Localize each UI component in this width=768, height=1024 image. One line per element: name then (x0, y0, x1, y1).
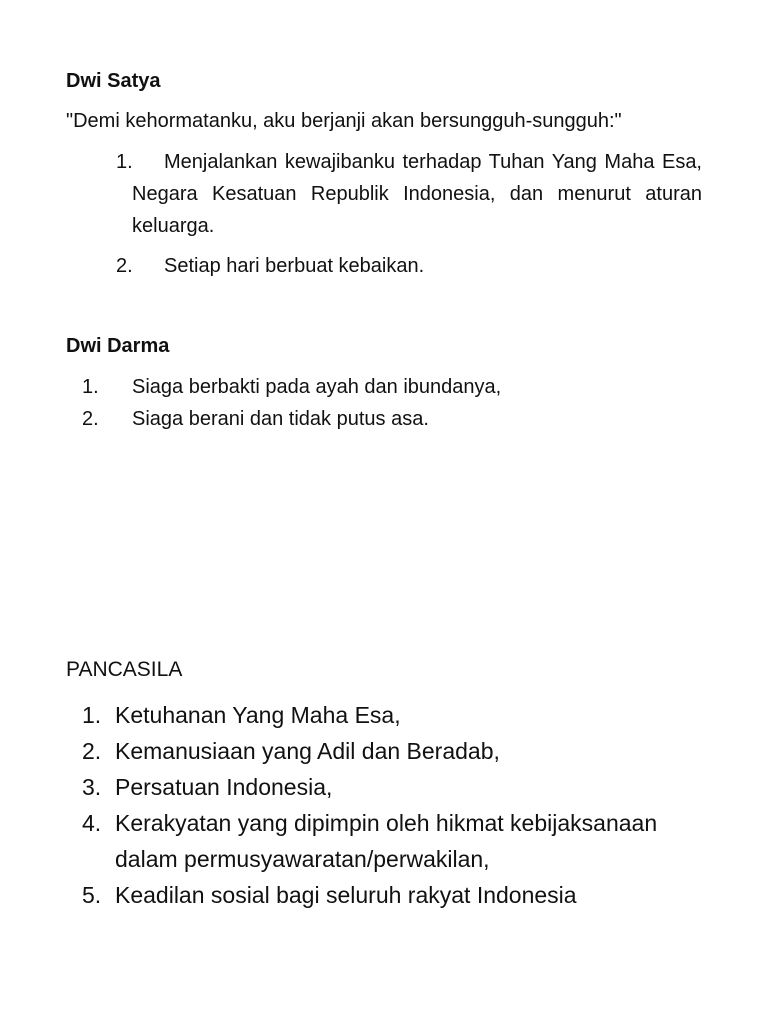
list-item-number: 2. (82, 408, 99, 430)
dwi-darma-heading: Dwi Darma (66, 335, 170, 357)
list-item-text: Kemanusiaan yang Adil dan Beradab, (115, 738, 500, 764)
list-item-text: Persatuan Indonesia, (115, 774, 333, 800)
list-item-text: Siaga berani dan tidak putus asa. (132, 408, 429, 430)
list-item-text: Siaga berbakti pada ayah dan ibundanya, (132, 376, 502, 398)
list-item (82, 769, 722, 805)
list-item-number: 1. (82, 702, 102, 728)
list-item (82, 697, 722, 733)
list-item (116, 250, 702, 282)
list-item-number: 3. (82, 774, 102, 800)
list-item (82, 805, 722, 877)
dwi-satya-intro: "Demi kehormatanku, aku berjanji akan bersungguh-sungguh:" (66, 110, 622, 132)
list-item-text: Setiap hari berbuat kebaikan. (164, 255, 425, 277)
list-item (82, 877, 722, 913)
dwi-darma-list (82, 371, 501, 435)
list-item-number: 1. (82, 376, 99, 398)
dwi-satya-list (116, 146, 702, 282)
list-item-number: 5. (82, 882, 102, 908)
list-item (82, 371, 501, 403)
list-item-text: Keadilan sosial bagi seluruh rakyat Indonesia (115, 882, 577, 908)
list-item-number: 1. (116, 151, 133, 173)
list-item (116, 146, 702, 242)
dwi-satya-heading: Dwi Satya (66, 70, 161, 92)
list-item-number: 2. (82, 738, 102, 764)
list-item-number: 4. (82, 810, 102, 836)
list-item (82, 403, 501, 435)
list-item-text: Ketuhanan Yang Maha Esa, (115, 702, 401, 728)
list-item-number: 2. (116, 255, 133, 277)
pancasila-list (82, 697, 722, 913)
list-item-text: Kerakyatan yang dipimpin oleh hikmat kebijaksanaan dalam permusyawaratan/perwakilan, (115, 810, 658, 872)
list-item (82, 733, 722, 769)
pancasila-heading: PANCASILA (66, 658, 183, 681)
list-item-text: Menjalankan kewajibanku terhadap Tuhan Yang Maha Esa, Negara Kesatuan Republik Indonesia, dan menurut aturan keluarga. (132, 151, 702, 237)
